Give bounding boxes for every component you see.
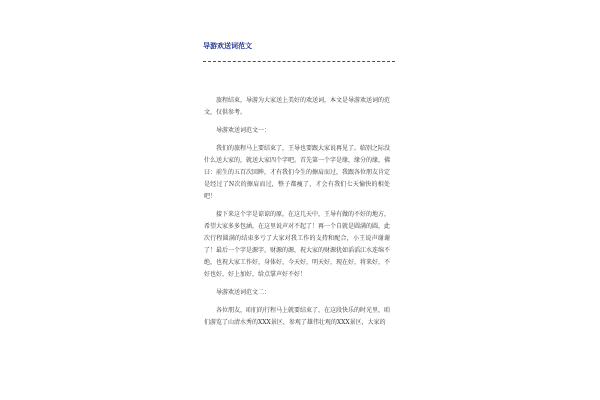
document-body [204, 95, 390, 329]
section-heading-1: 导游欢送词范文一： [216, 127, 271, 134]
section1-paragraph-2: 接下来这个字是谅谅的原，在这几天中，王导有做的不好的地方，希望大家多多包涵，在这里说声对不起了！再一个自就是圆满的圆，此次行程圆满的结束多亏了大家对我工作的支持和配合，小王说声谢谢了！最后一个字是源字，财源的源，祝大家的财源犹如滔滔江水连绵不绝，也祝大家工作好，身体好，今天好，明天好，现在好，将来好，不好也好，好上加好，给点掌声好不好！ [204, 211, 391, 278]
title-divider [203, 61, 395, 62]
section-heading-2: 导游欢送词范文二： [216, 289, 271, 296]
document-title: 导游欢送词范文 [203, 42, 252, 50]
intro-paragraph: 旅程结束，导游为大家送上美好的欢送词，本文是导游欢送词的范文，仅供参考。 [204, 97, 391, 116]
section2-paragraph-1: 各位朋友，咱们的行程马上就要结束了，在这段快乐的时光里，咱们游览了山清水秀的XXX景区，参观了雄伟壮观的XXX景区，大家的 [204, 307, 391, 326]
section1-paragraph-1: 我们的旅程马上要结束了，王导也要跟大家说再见了。临别之际没什么送大家的，就送大家四个字吧。首先第一个字是缘，缘分的缘，佛曰：前生的五百次回眸，才有我们今生的擦肩而过，我跟各位朋友肯定是经过了N次的擦肩而过，整子都瘦了，才会有我们七天愉快的相处吧！ [204, 145, 391, 200]
